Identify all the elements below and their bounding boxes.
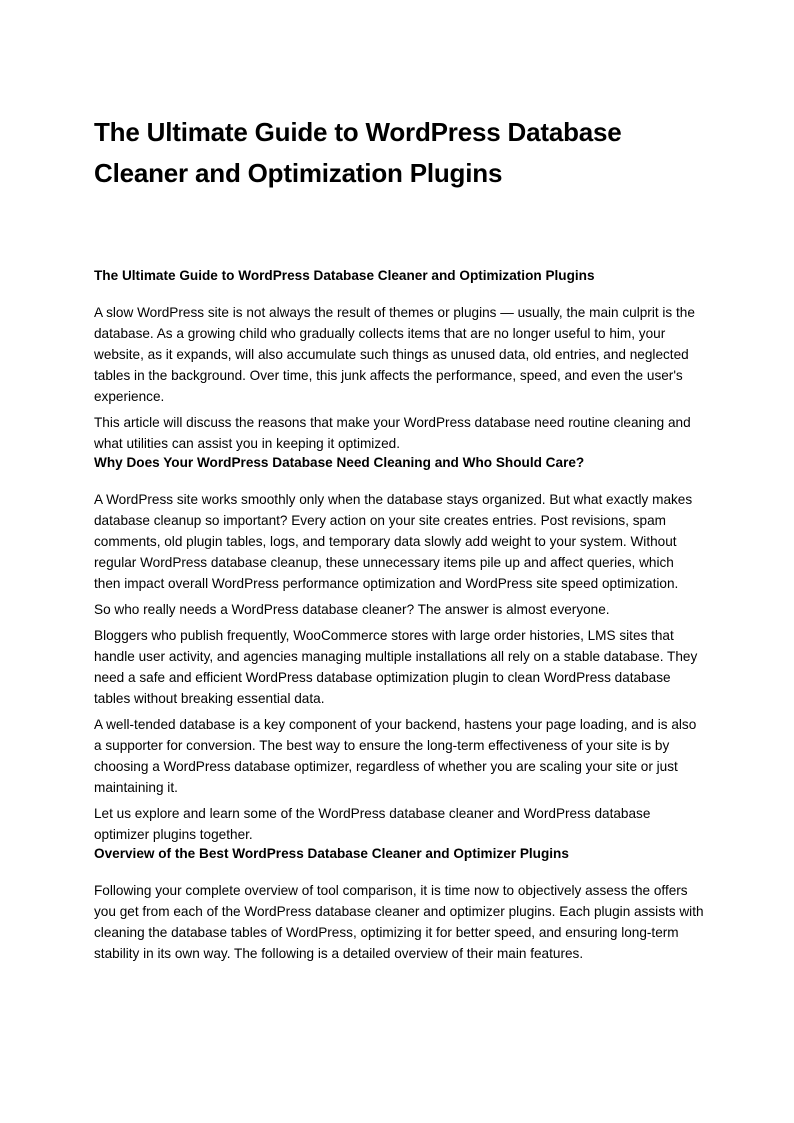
intro-paragraph-2: This article will discuss the reasons that make your WordPress database need routine cleaning and what utilities can assist you in keeping it optimized. xyxy=(94,415,691,451)
document-page xyxy=(94,112,704,964)
section-heading-why-clean: Why Does Your WordPress Database Need Cleaning and Who Should Care? xyxy=(94,455,585,470)
section1-paragraph-5: Let us explore and learn some of the WordPress database cleaner and WordPress database optimizer plugins together. xyxy=(94,806,651,842)
section2-paragraph-1: Following your complete overview of tool comparison, it is time now to objectively assess the offers you get from each of the WordPress database cleaner and optimizer plugins. Each plugin assists with cleaning the database tables of WordPress, optimizing it for better speed, and ensuring long-term stability in its own way. The following is a detailed overview of their main features. xyxy=(94,883,704,961)
section1-paragraph-1: A WordPress site works smoothly only when the database stays organized. But what exactly makes database cleanup so important? Every action on your site creates entries. Post revisions, spam comments, old plugin tables, logs, and temporary data slowly add weight to your system. Without regular WordPress database cleanup, these unnecessary items pile up and affect queries, which then impact overall WordPress performance optimization and WordPress site speed optimization. xyxy=(94,492,693,591)
section1-paragraph-4: A well-tended database is a key component of your backend, hastens your page loading, and is also a supporter for conversion. The best way to ensure the long-term effectiveness of your site is by choosing a WordPress database optimizer, regardless of whether you are scaling your site or just maintaining it. xyxy=(94,717,697,795)
document-subtitle: The Ultimate Guide to WordPress Database Cleaner and Optimization Plugins xyxy=(94,268,595,283)
section-heading-overview: Overview of the Best WordPress Database Cleaner and Optimizer Plugins xyxy=(94,846,569,861)
document-title: The Ultimate Guide to WordPress Database Cleaner and Optimization Plugins xyxy=(94,117,622,188)
intro-paragraph-1: A slow WordPress site is not always the result of themes or plugins — usually, the main culprit is the database. As a growing child who gradually collects items that are no longer useful to him, your website, as it expands, will also accumulate such things as unused data, old entries, and neglected tables in the background. Over time, this junk affects the performance, speed, and even the user's experience. xyxy=(94,305,695,404)
section1-paragraph-2: So who really needs a WordPress database cleaner? The answer is almost everyone. xyxy=(94,602,610,617)
section1-paragraph-3: Bloggers who publish frequently, WooCommerce stores with large order histories, LMS sites that handle user activity, and agencies managing multiple installations all rely on a stable database. They need a safe and efficient WordPress database optimization plugin to clean WordPress database tables without breaking essential data. xyxy=(94,628,698,706)
